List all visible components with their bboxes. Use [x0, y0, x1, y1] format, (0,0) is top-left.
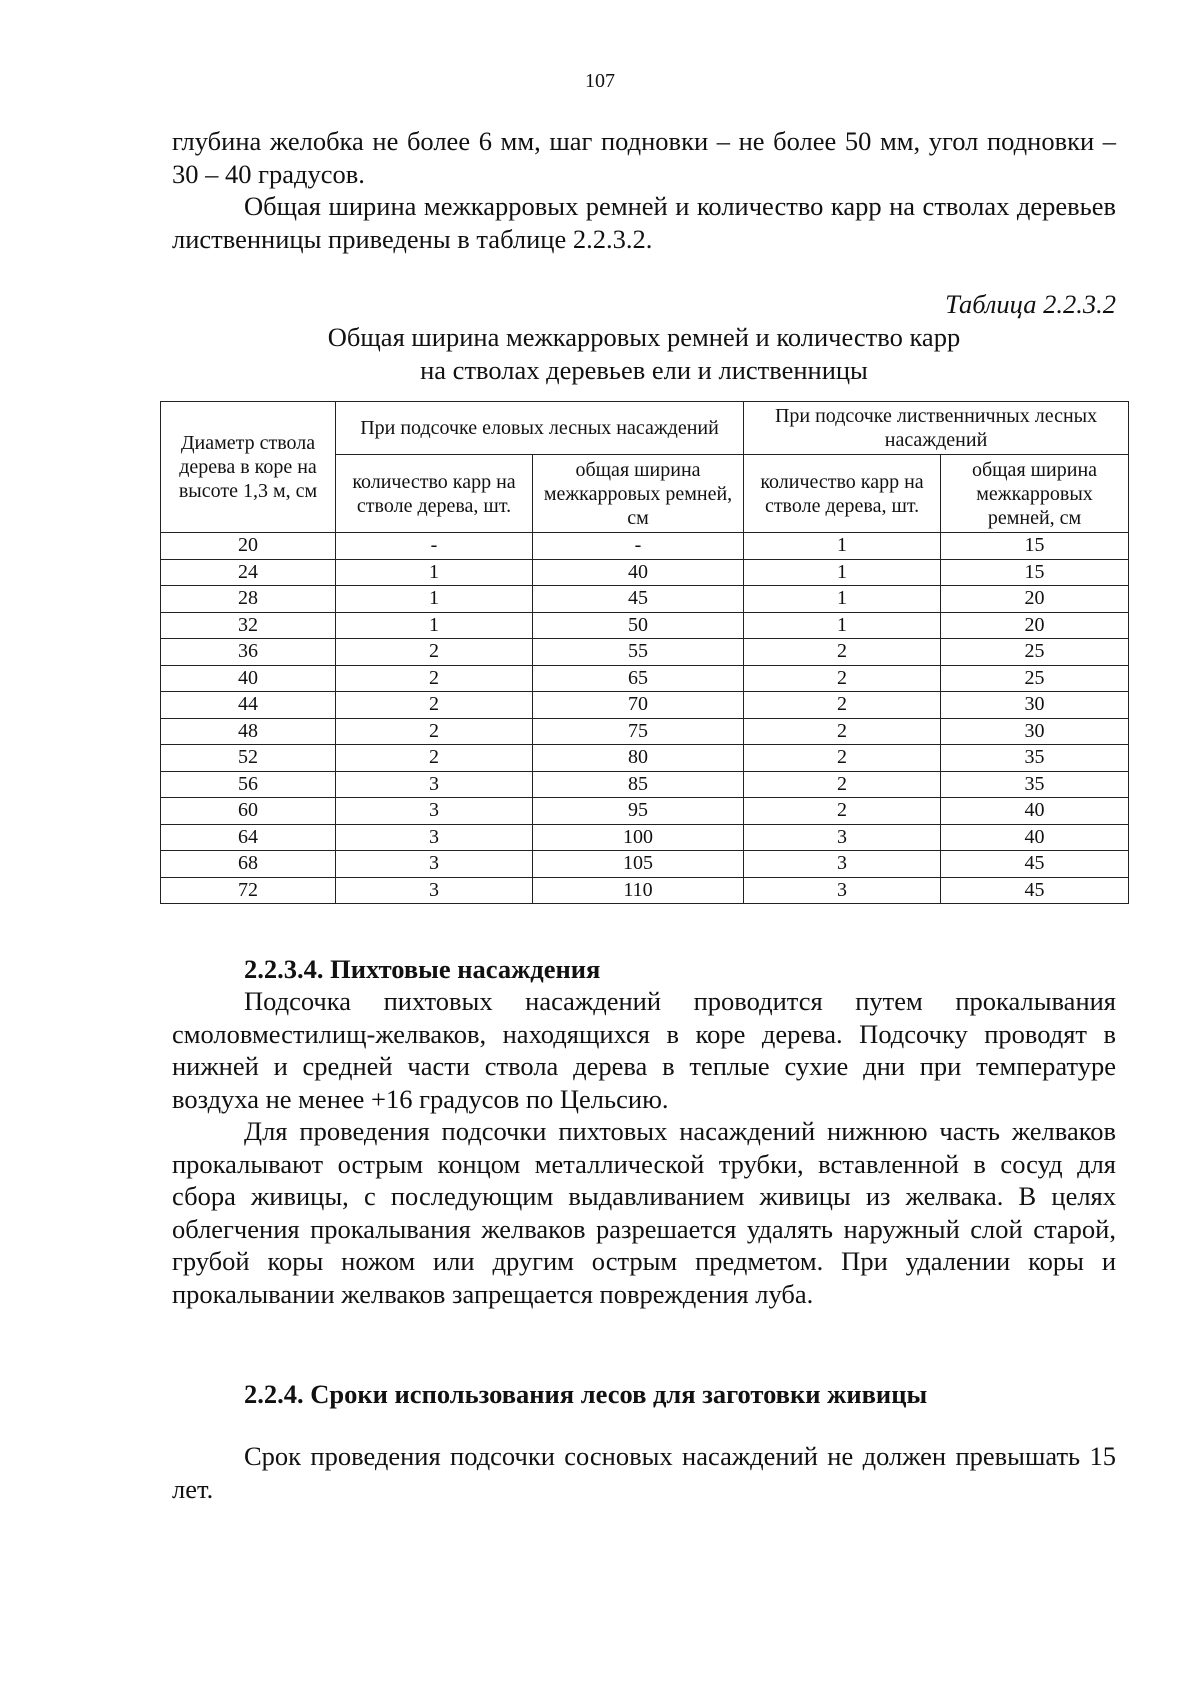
section-terms [172, 1378, 1116, 1505]
table-row [161, 639, 1129, 666]
cell-diameter: 64 [161, 824, 336, 851]
cell-spruce-count: 2 [336, 718, 533, 745]
table-body [161, 533, 1129, 904]
section-terms-paragraph: Срок проведения подсочки сосновых насаждений не должен превышать 15 лет. [172, 1441, 1116, 1504]
cell-diameter: 52 [161, 745, 336, 772]
cell-larch-count: 2 [744, 718, 941, 745]
cell-larch-count: 1 [744, 533, 941, 560]
cell-spruce-width: 65 [533, 665, 744, 692]
cell-diameter: 24 [161, 559, 336, 586]
cell-diameter: 60 [161, 798, 336, 825]
table-row [161, 692, 1129, 719]
cell-diameter: 48 [161, 718, 336, 745]
cell-spruce-count: 3 [336, 771, 533, 798]
cell-spruce-width: 80 [533, 745, 744, 772]
table-row [161, 798, 1129, 825]
table-row [161, 559, 1129, 586]
resin-table [160, 401, 1129, 904]
table-caption-line-1: Общая ширина межкарровых ремней и количество карр [327, 322, 961, 352]
cell-larch-count: 3 [744, 877, 941, 904]
cell-spruce-count: 2 [336, 639, 533, 666]
header-diameter: Диаметр ствола дерева в коре на высоте 1,3 м, см [161, 402, 336, 533]
cell-larch-count: 2 [744, 639, 941, 666]
cell-spruce-count: 3 [336, 877, 533, 904]
cell-diameter: 32 [161, 612, 336, 639]
cell-larch-count: 1 [744, 612, 941, 639]
cell-larch-width: 20 [941, 586, 1129, 613]
subheader-spruce-width: общая ширина межкарровых ремней, см [533, 455, 744, 533]
cell-larch-count: 3 [744, 851, 941, 878]
cell-larch-width: 30 [941, 692, 1129, 719]
cell-spruce-width: 105 [533, 851, 744, 878]
subheader-spruce-count: количество карр на стволе дерева, шт. [336, 455, 533, 533]
cell-diameter: 36 [161, 639, 336, 666]
cell-spruce-width: 45 [533, 586, 744, 613]
cell-spruce-count: - [336, 533, 533, 560]
cell-diameter: 56 [161, 771, 336, 798]
cell-larch-width: 15 [941, 559, 1129, 586]
cell-larch-width: 45 [941, 851, 1129, 878]
cell-larch-count: 3 [744, 824, 941, 851]
subheader-larch-width: общая ширина межкарровых ремней, см [941, 455, 1129, 533]
cell-spruce-width: 100 [533, 824, 744, 851]
cell-larch-count: 1 [744, 586, 941, 613]
cell-spruce-width: - [533, 533, 744, 560]
cell-spruce-count: 1 [336, 559, 533, 586]
table-row [161, 612, 1129, 639]
cell-larch-width: 15 [941, 533, 1129, 560]
cell-larch-width: 40 [941, 824, 1129, 851]
cell-spruce-width: 75 [533, 718, 744, 745]
cell-larch-width: 35 [941, 771, 1129, 798]
cell-spruce-width: 40 [533, 559, 744, 586]
cell-larch-width: 25 [941, 639, 1129, 666]
table-row [161, 718, 1129, 745]
section-terms-title: 2.2.4. Сроки использования лесов для заготовки живицы [244, 1379, 928, 1409]
cell-spruce-count: 3 [336, 824, 533, 851]
cell-spruce-width: 95 [533, 798, 744, 825]
cell-spruce-count: 2 [336, 745, 533, 772]
page-number: 107 [585, 70, 615, 92]
table-caption-line-2: на стволах деревьев ели и лиственницы [420, 355, 868, 385]
table-row [161, 665, 1129, 692]
cell-spruce-count: 1 [336, 586, 533, 613]
cell-larch-width: 30 [941, 718, 1129, 745]
cell-spruce-width: 55 [533, 639, 744, 666]
cell-larch-width: 25 [941, 665, 1129, 692]
section-fir-paragraph-1: Подсочка пихтовых насаждений проводится путем прокалывания смоловместилищ-желваков, находящихся в коре дерева. Подсочку проводят в нижней и средней части ствола дерева в теплые сухие дни при температуре воздуха не менее +16 градусов по Цельсию. [172, 986, 1116, 1114]
cell-larch-width: 40 [941, 798, 1129, 825]
cell-diameter: 44 [161, 692, 336, 719]
intro-paragraph-2: Общая ширина межкарровых ремней и количество карр на стволах деревьев лиственницы приведены в таблице 2.2.3.2. [172, 191, 1116, 254]
cell-diameter: 72 [161, 877, 336, 904]
section-fir-paragraph-2: Для проведения подсочки пихтовых насаждений нижнюю часть желваков прокалывают острым концом металлической трубки, вставленной в сосуд для сбора живицы, с последующим выдавливанием живицы из желвака. В целях облегчения прокалывания желваков разрешается удалять наружный слой старой, грубой коры ножом или другим острым предметом. При удалении коры и прокалывании желваков запрещается повреждения луба. [172, 1116, 1116, 1309]
cell-larch-count: 2 [744, 798, 941, 825]
cell-spruce-width: 85 [533, 771, 744, 798]
table-row [161, 586, 1129, 613]
table-row [161, 745, 1129, 772]
cell-larch-count: 2 [744, 745, 941, 772]
table-label: Таблица 2.2.3.2 [945, 289, 1116, 319]
cell-larch-width: 45 [941, 877, 1129, 904]
cell-larch-count: 2 [744, 771, 941, 798]
header-spruce: При подсочке еловых лесных насаждений [336, 402, 744, 455]
cell-spruce-width: 70 [533, 692, 744, 719]
cell-spruce-count: 3 [336, 851, 533, 878]
cell-spruce-count: 3 [336, 798, 533, 825]
cell-larch-count: 1 [744, 559, 941, 586]
cell-larch-width: 35 [941, 745, 1129, 772]
cell-diameter: 68 [161, 851, 336, 878]
cell-diameter: 20 [161, 533, 336, 560]
section-fir-title: 2.2.3.4. Пихтовые насаждения [244, 954, 601, 984]
cell-spruce-count: 2 [336, 692, 533, 719]
table-row [161, 533, 1129, 560]
cell-larch-count: 2 [744, 692, 941, 719]
cell-diameter: 28 [161, 586, 336, 613]
table-row [161, 851, 1129, 878]
table-caption [272, 321, 1016, 387]
header-larch: При подсочке лиственничных лесных насаждений [744, 402, 1129, 455]
cell-larch-width: 20 [941, 612, 1129, 639]
cell-spruce-count: 1 [336, 612, 533, 639]
cell-larch-count: 2 [744, 665, 941, 692]
intro-block [172, 125, 1116, 387]
table-row [161, 877, 1129, 904]
table-row [161, 771, 1129, 798]
table-row [161, 824, 1129, 851]
intro-paragraph-1: глубина желобка не более 6 мм, шаг подновки – не более 50 мм, угол подновки – 30 – 40 градусов. [172, 126, 1116, 189]
cell-spruce-width: 50 [533, 612, 744, 639]
cell-spruce-width: 110 [533, 877, 744, 904]
subheader-larch-count: количество карр на стволе дерева, шт. [744, 455, 941, 533]
cell-diameter: 40 [161, 665, 336, 692]
cell-spruce-count: 2 [336, 665, 533, 692]
section-fir [172, 953, 1116, 1310]
